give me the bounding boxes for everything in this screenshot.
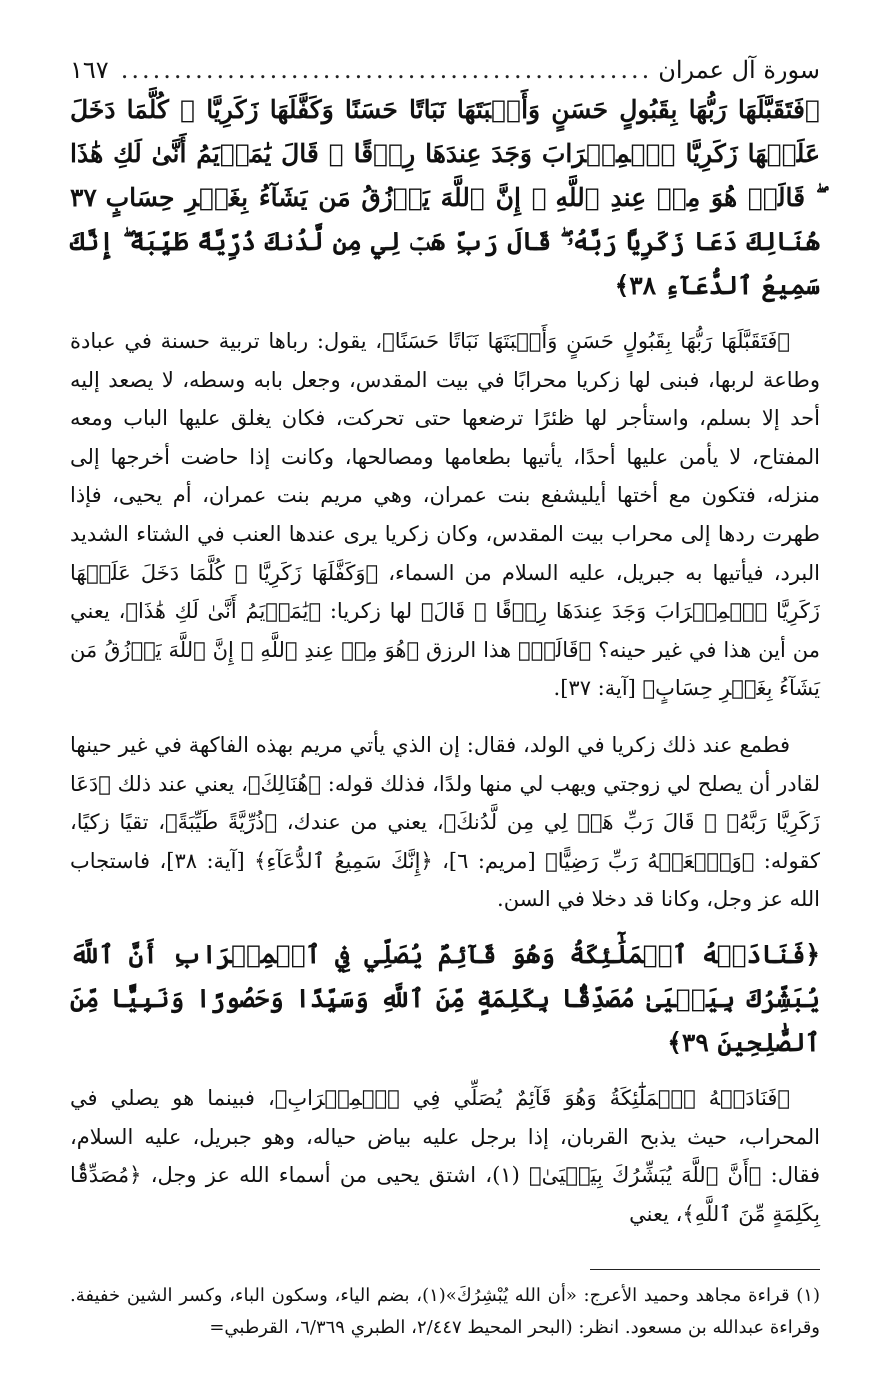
page-header xyxy=(70,52,820,88)
commentary-paragraph-2: فطمع عند ذلك زكريا في الولد، فقال: إن الذي يأتي مريم بهذه الفاكهة في غير حينها لقادر أن يصلح لي زوجتي ويهب لي منها ولدًا، فذلك قوله: ﴿هُنَالِكَ﴾، يعني عند ذلك ﴿دَعَا زَكَرِيَّا رَبَّهُۥ ۖ قَالَ رَبِّ هَبۡ لِي مِن لَّدُنكَ﴾، يعني من عندك، ﴿ذُرِّيَّةً طَيِّبَةً﴾، تقيًا زكيًا، كقوله: ﴿وَٱجۡعَلۡهُ رَبِّ رَضِيًّا﴾ [مريم: ٦]، ﴿إِنَّكَ سَمِيعُ ٱلدُّعَآءِ﴾ [آية: ٣٨]، فاستجاب الله عز وجل، وكانا قد دخلا في السن. xyxy=(70,732,821,912)
footnote-1: (١) قراءة مجاهد وحميد الأعرج: «أن الله يُبْشِرُكَ»(١)، بضم الياء، وسكون الباء، وكسر الشين خفيفة. وقراءة عبدالله بن مسعود. انظر: (البحر المحيط ٢/٤٤٧، الطبري ٦/٣٦٩، القرطبي= xyxy=(70,1285,820,1339)
surah-title: سورة آل عمران xyxy=(658,56,820,84)
spacer xyxy=(70,708,820,726)
header-leader-dots: .................................................. xyxy=(120,56,653,84)
commentary-paragraph-3: ﴿فَنَادَتۡهُ ٱلۡمَلَٰٓئِكَةُ وَهُوَ قَآئِمٌ يُصَلِّي فِي ٱلۡمِحۡرَابِ﴾، فبينما هو يصلي في المحراب، حيث يذبح القربان، إذا برجل عليه بياض حياله، وهو جبريل، عليه السلام، فقال: ﴿أَنَّ ٱللَّهَ يُبَشِّرُكَ بِيَحۡيَىٰ﴾ (١)، اشتق يحيى من أسماء الله عز وجل، ﴿مُصَدِّقًۢا بِكَلِمَةٍ مِّنَ ٱللَّهِ﴾، يعني xyxy=(70,1085,821,1226)
commentary-paragraph-1: ﴿فَتَقَبَّلَهَا رَبُّهَا بِقَبُولٍ حَسَنٍ وَأَنۢبَتَهَا نَبَاتًا حَسَنًا﴾، يقول: رباها تربية حسنة في عبادة وطاعة لربها، فبنى لها زكريا محرابًا في بيت المقدس، وجعل بابه وسطه، لا يصعد إليه أحد إلا بسلم، واستأجر لها ظئرًا ترضعها حتى تحركت، فكان يغلق عليها الباب ومعه المفتاح، لا يأمن عليها أحدًا، يأتيها بطعامها ومصالحها، وكانت إذا حاضت أخرجها إلى منزله، فتكون مع أختها أيليشفع بنت عمران، وهي مريم بنت عمران، أم يحيى، فإذا طهرت ردها إلى محراب بيت المقدس، وكان زكريا يرى عندها العنب في الشتاء الشديد البرد، فيأتيها به جبريل، عليه السلام من السماء، ﴿وَكَفَّلَهَا زَكَرِيَّا ۖ كُلَّمَا دَخَلَ عَلَيۡهَا زَكَرِيَّا ٱلۡمِحۡرَابَ وَجَدَ عِندَهَا رِزۡقًا ۖ قَالَ﴾ لها زكريا: ﴿يَٰمَرۡيَمُ أَنَّىٰ لَكِ هَٰذَا﴾، يعني من أين هذا في غير حينه؟ ﴿قَالَتۡ﴾ هذا الرزق ﴿هُوَ مِنۡ عِندِ ٱللَّهِ ۖ إِنَّ ٱللَّهَ يَرۡزُقُ مَن يَشَآءُ بِغَيۡرِ حِسَابٍ﴾ [آية: ٣٧]. xyxy=(70,329,820,701)
quran-verses-37-38: ﴿فَتَقَبَّلَهَا رَبُّهَا بِقَبُولٍ حَسَنٍ وَأَنۢبَتَهَا نَبَاتًا حَسَنًا وَكَفَّلَهَا زَكَرِيَّا ۖ كُلَّمَا دَخَلَ عَلَيۡهَا زَكَرِيَّا ٱلۡمِحۡرَابَ وَجَدَ عِندَهَا رِزۡقًا ۖ قَالَ يَٰمَرۡيَمُ أَنَّىٰ لَكِ هَٰذَا ۖ قَالَتۡ هُوَ مِنۡ عِندِ ٱللَّهِ ۖ إِنَّ ٱللَّهَ يَرۡزُقُ مَن يَشَآءُ بِغَيۡرِ حِسَابٍ ٣٧ هُنَالِكَ دَعَا زَكَرِيَّا رَبَّهُۥ ۖ قَالَ رَبِّ هَبۡ لِي مِن لَّدُنكَ ذُرِّيَّةً طَيِّبَةً ۖ إِنَّكَ سَمِيعُ ٱلدُّعَآءِ ٣٨﴾ xyxy=(70,95,820,300)
spacer xyxy=(70,1065,820,1079)
book-page xyxy=(70,52,820,1344)
spacer xyxy=(70,919,820,933)
footnote-divider xyxy=(590,1269,820,1270)
quran-verse-39: ﴿فَنَادَتۡهُ ٱلۡمَلَٰٓئِكَةُ وَهُوَ قَآئِمٌ يُصَلِّي فِي ٱلۡمِحۡرَابِ أَنَّ ٱللَّهَ يُبَشِّرُكَ بِيَحۡيَىٰ مُصَدِّقًۢا بِكَلِمَةٍ مِّنَ ٱللَّهِ وَسَيِّدًا وَحَصُورًا وَنَبِيًّا مِّنَ ٱلصَّٰلِحِينَ ٣٩﴾ xyxy=(70,939,820,1057)
spacer xyxy=(70,308,820,322)
page-number: ١٦٧ xyxy=(70,56,109,84)
